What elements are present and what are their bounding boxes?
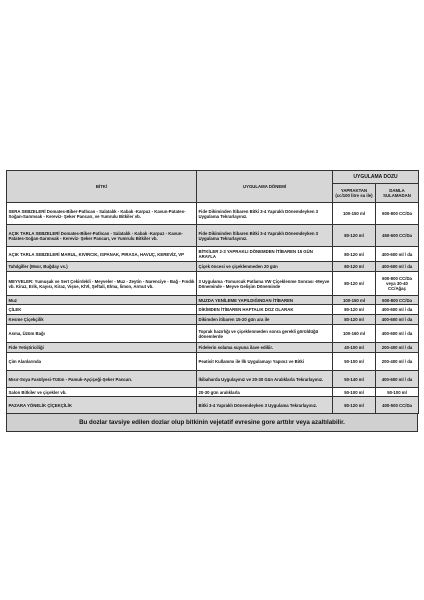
- table-row: [7, 272, 419, 296]
- table-row: [7, 305, 419, 315]
- crop-cell: Mısır-Soya Fasülyesi-Tütün - Pamuk-Ayçiçeği-Şeker Pancarı.: [7, 371, 197, 388]
- table-row: [7, 397, 419, 414]
- drip-dose-cell: 400-600 ml / da: [376, 325, 419, 343]
- crop-cell: Tahılgiller (Mısır, Buğday vs.): [7, 262, 197, 272]
- drip-dose-cell: 600-800 CC/Da: [376, 203, 419, 225]
- method-cell: Fidelerin solama suyuna ilave ediliir.: [197, 343, 333, 353]
- table-row: [7, 325, 419, 343]
- drip-dose-cell: 400-600 ml / da: [376, 305, 419, 315]
- drip-dose-cell: 600-800 CC/Da: [376, 296, 419, 305]
- table-row: [7, 388, 419, 397]
- crop-cell: PAZARA YÖNELİK ÇİÇEKÇİLİK: [7, 397, 197, 414]
- table-row: [7, 296, 419, 305]
- foliar-dose-cell: 100-150 ml: [333, 203, 376, 225]
- method-cell: Çiçek öncesi ve çiçeklenmeden 20 gün: [197, 262, 333, 272]
- drip-dose-cell: 450-600 CC/Da: [376, 225, 419, 247]
- dosage-footnote: Bu dozlar tavsiye edilen dozlar olup bitkinin vejetatif evresine gore arttılır veya azaltılabilir.: [6, 414, 418, 432]
- table-row: [7, 262, 419, 272]
- foliar-dose-cell: 50-140 ml: [333, 371, 376, 388]
- method-cell: 20-30 gün aralıklarla: [197, 388, 333, 397]
- drip-dose-cell: 600-800 CC/Da veya 30-40 CC/Ağaç: [376, 272, 419, 296]
- foliar-dose-cell: 40-100 ml: [333, 343, 376, 353]
- header-drip: DAMLA SULAMADAN: [376, 184, 419, 203]
- foliar-dose-cell: 50-100 ml: [333, 388, 376, 397]
- foliar-dose-cell: 80-120 ml: [333, 247, 376, 262]
- method-cell: İkibaharda Uygulayınız ve 20-30 Gün Aralıklarla Tekrarlayınız.: [197, 371, 333, 388]
- crop-cell: SERA SEBZELERİ Domates-Biber-Patlıcan - Salatalık - Kabak -Karpuz - Kavun-Patates-Soğan-Sarımsak - Kereviz- Şeker Pancarı, ve Yumrulu Bitkiler vb.: [7, 203, 197, 225]
- foliar-dose-cell: 80-120 ml: [333, 225, 376, 247]
- method-cell: Fide Dikiminden İtibaren Bitki 3-4 Yapraklı Dönemdeyken 3 Uygulama Tekrarlayınız.: [197, 225, 333, 247]
- foliar-dose-cell: 100-150 ml: [333, 296, 376, 305]
- table-row: [7, 203, 419, 225]
- table-row: [7, 371, 419, 388]
- foliar-dose-cell: 80-120 ml: [333, 397, 376, 414]
- table-row: [7, 343, 419, 353]
- method-cell: DİKİMDEN İTİBAREN HAFTALIK DOZ OLARAK: [197, 305, 333, 315]
- method-cell: MUZDA YENİLEME YAPILDIĞINDAN İTİBAREN: [197, 296, 333, 305]
- foliar-dose-cell: 80-120 ml: [333, 315, 376, 325]
- drip-dose-cell: 200-400 ml / da: [376, 343, 419, 353]
- crop-cell: Fide Yetiştiriciliği: [7, 343, 197, 353]
- crop-cell: AÇIK TARLA SEBZELERİ MARUL, KIVIRCIK, ISPANAK, PIRASA, HAVUÇ, KEREVİZ, VP: [7, 247, 197, 262]
- method-cell: BİTKİLER 2-3 YAPRAKLI DÖNEMDEN İTİBAREN 15 GÜN ARAYLA: [197, 247, 333, 262]
- foliar-dose-cell: 100-160 ml: [333, 325, 376, 343]
- crop-cell: ÇİLEK: [7, 305, 197, 315]
- drip-dose-cell: 400-500 CC/Da: [376, 397, 419, 414]
- header-foliar: YAPRAKTAN (cc/100 litre su ile): [333, 184, 376, 203]
- drip-dose-cell: 400-600 ml / da: [376, 262, 419, 272]
- dosage-table: [6, 170, 419, 414]
- table-row: [7, 247, 419, 262]
- drip-dose-cell: 400-600 ml / da: [376, 247, 419, 262]
- foliar-dose-cell: 50-100 ml: [333, 353, 376, 371]
- drip-dose-cell: 200-400 ml / da: [376, 353, 419, 371]
- method-cell: Toprak hazırlığı ve çiçeklenmeden sonra gerekli görüldüğü dönemlerde: [197, 325, 333, 343]
- method-cell: Fide Dikiminden İtibaren Bitki 3-4 Yapraklı Dönemdeyken 3 Uygulama Tekrarlayınız.: [197, 203, 333, 225]
- method-cell: Dikimden itibaren 15-20 gün ara ile: [197, 315, 333, 325]
- header-method: UYGULAMA DÖNEMİ: [197, 171, 333, 203]
- drip-dose-cell: 400-600 ml / da: [376, 315, 419, 325]
- foliar-dose-cell: 80-120 ml: [333, 305, 376, 315]
- crop-cell: Çim Alanlarında: [7, 353, 197, 371]
- table-row: [7, 315, 419, 325]
- crop-cell: Kesme Çiçekçilik: [7, 315, 197, 325]
- method-cell: Bitki 3-4 Yapraklı Dönemdeyken 3 Uygulama Tekrarlayınız.: [197, 397, 333, 414]
- drip-dose-cell: 400-600 ml / da: [376, 371, 419, 388]
- foliar-dose-cell: 80-120 ml: [333, 272, 376, 296]
- crop-cell: Muz: [7, 296, 197, 305]
- crop-cell: AÇIK TARLA SEBZELERİ Domates-Biber-Patlıcan - Salatalık - Kabak -Karpuz - Kavun-Patates-Soğan-Sarımsak - Kereviz- Şeker Pancarı, ve Yumrulu Bitkiler vb.: [7, 225, 197, 247]
- table-row: [7, 225, 419, 247]
- dosage-rows: [7, 203, 419, 414]
- crop-cell: Asma, Üzüm Bağı: [7, 325, 197, 343]
- header-crop: BİTKİ: [7, 171, 197, 203]
- header-dose-group: UYGULAMA DOZU: [333, 171, 419, 184]
- dosage-sheet: [6, 170, 418, 432]
- method-cell: Peatisit Kullanımı ile İlk Uygulamayı Yapınız ve Bitki: [197, 353, 333, 371]
- drip-dose-cell: 50-100 ml: [376, 388, 419, 397]
- method-cell: 3 Uygulama -Tomurcuk Patlama VW Çiçeklenme Sonrası -Meyve Döneminde - Meyve Gelişim Döneminde: [197, 272, 333, 296]
- table-row: [7, 353, 419, 371]
- crop-cell: MEYVELER: Yumuşak ve Sert Çekirdekli - Meyveler - Muz - Zeytin - Narenciye - Bağ - Fındık vb. Kiraz, Erik, Kayısı, Kiraz, Vişne, KİVİ, Şeftali, Elma, limon, Armut vb.: [7, 272, 197, 296]
- foliar-dose-cell: 80-120 ml: [333, 262, 376, 272]
- crop-cell: Salon Bitkiler ve çiçekler vb.: [7, 388, 197, 397]
